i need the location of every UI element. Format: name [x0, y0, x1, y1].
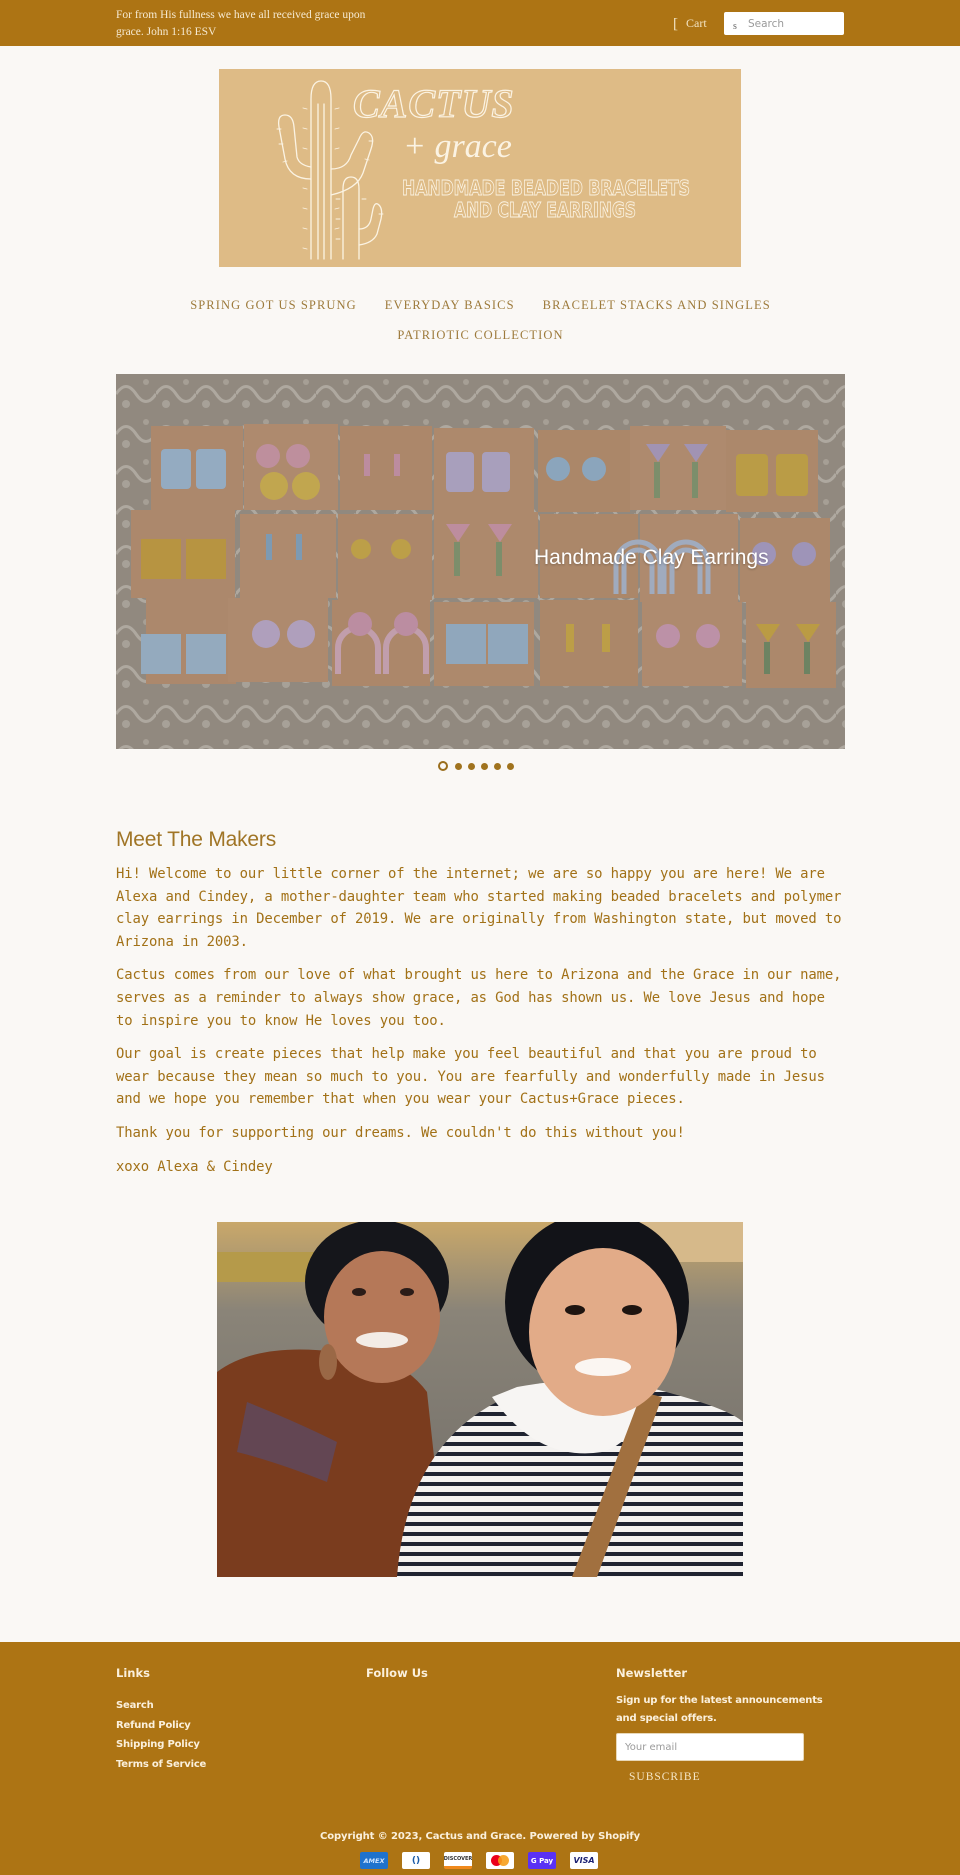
footer-links-heading: Links	[116, 1666, 150, 1680]
hero-slideshow[interactable]	[116, 374, 845, 749]
about-signature: xoxo Alexa & Cindey	[116, 1158, 273, 1175]
cart-icon: [	[673, 15, 678, 32]
slide-dot-2[interactable]	[455, 763, 462, 770]
search-box[interactable]	[724, 12, 844, 35]
about-heading: Meet The Makers	[116, 828, 277, 851]
nav-row-1	[116, 290, 845, 320]
nav-item-spring-got-us-sprung[interactable]: SPRING GOT US SPRUNG	[190, 297, 357, 312]
footer-link-terms-of-service[interactable]: Terms of Service	[116, 1758, 207, 1770]
slide-dot-4[interactable]	[481, 763, 488, 770]
svg-text:+ grace: + grace	[403, 128, 512, 165]
footer-follow-heading: Follow Us	[366, 1666, 428, 1680]
amex-icon: AMEX	[360, 1852, 388, 1869]
google-pay-icon: G Pay	[528, 1852, 556, 1869]
newsletter-email-input[interactable]	[616, 1733, 804, 1761]
about-paragraph-4: Thank you for supporting our dreams. We couldn't do this without you!	[116, 1124, 685, 1141]
main-navigation	[116, 290, 845, 350]
diners-club-icon: ()	[402, 1852, 430, 1869]
search-icon[interactable]: s	[733, 21, 737, 32]
visa-icon: VISA	[570, 1852, 598, 1869]
svg-text:HANDMADE BEADED BRACELETS: HANDMADE BEADED BRACELETS	[402, 176, 690, 200]
subscribe-button[interactable]: SUBSCRIBE	[629, 1771, 701, 1783]
footer-link-shipping-policy[interactable]: Shipping Policy	[116, 1739, 200, 1750]
footer-newsletter-heading: Newsletter	[616, 1666, 688, 1680]
discover-icon: DISCOVER	[444, 1852, 472, 1869]
makers-photo-image	[217, 1222, 743, 1577]
slide-dot-6[interactable]	[507, 763, 514, 770]
svg-text:AND CLAY EARRINGS: AND CLAY EARRINGS	[454, 198, 636, 222]
slideshow-pagination	[438, 761, 514, 771]
makers-photo	[217, 1222, 743, 1577]
mastercard-icon	[486, 1852, 514, 1869]
svg-text:CACTUS: CACTUS	[353, 81, 515, 126]
nav-item-everyday-basics[interactable]: EVERYDAY BASICS	[384, 297, 515, 312]
nav-item-bracelet-stacks[interactable]: BRACELET STACKS AND SINGLES	[542, 297, 771, 312]
slide-dot-3[interactable]	[468, 763, 475, 770]
announcement-text: For from His fullness we have all received grace upon grace. John 1:16 ESV	[116, 9, 366, 38]
site-footer	[0, 1642, 960, 1875]
cactus-logo-graphic	[219, 69, 741, 267]
newsletter-description: Sign up for the latest announcements and special offers.	[616, 1695, 823, 1724]
footer-newsletter-column	[616, 1666, 856, 1783]
copyright-text: Copyright © 2023, Cactus and Grace. Powered by Shopify	[319, 1831, 641, 1842]
slide-dot-5[interactable]	[494, 763, 501, 770]
about-paragraph-1: Hi! Welcome to our little corner of the internet; we are so happy you are here! We are Alexa and Cindey, a mother-daughter team who started making beaded bracelets and polymer clay earrings in December of 2019. We are originally from Washington state, but moved to Arizona in 2003.	[116, 866, 842, 950]
slide-dot-1[interactable]	[438, 761, 448, 771]
cart-label: Cart	[686, 16, 707, 30]
about-paragraph-3: Our goal is create pieces that help make you feel beautiful and that you are proud to wear because they mean so much to you. You are fearfully and wonderfully made in Jesus and we hope you remember that when you wear your Cactus+Grace pieces.	[116, 1046, 825, 1108]
nav-row-2	[116, 320, 845, 350]
footer-link-refund-policy[interactable]: Refund Policy	[116, 1719, 191, 1731]
cart-link[interactable]	[673, 16, 707, 31]
nav-item-patriotic-collection[interactable]: PATRIOTIC COLLECTION	[397, 327, 564, 342]
footer-links-column	[116, 1666, 206, 1774]
footer-link-search[interactable]: Search	[116, 1700, 154, 1711]
search-input[interactable]	[748, 15, 840, 32]
announcement-bar	[0, 0, 960, 46]
slide-caption: Handmade Clay Earrings	[534, 546, 769, 569]
footer-follow-column	[366, 1666, 428, 1696]
about-section	[116, 828, 845, 1189]
store-logo[interactable]	[219, 69, 741, 267]
about-paragraph-2: Cactus comes from our love of what brought us here to Arizona and the Grace in our name, serves as a reminder to always show grace, as God has shown us. We love Jesus and hope to inspire you to know He loves you too.	[116, 967, 842, 1029]
payment-icons	[360, 1852, 598, 1869]
